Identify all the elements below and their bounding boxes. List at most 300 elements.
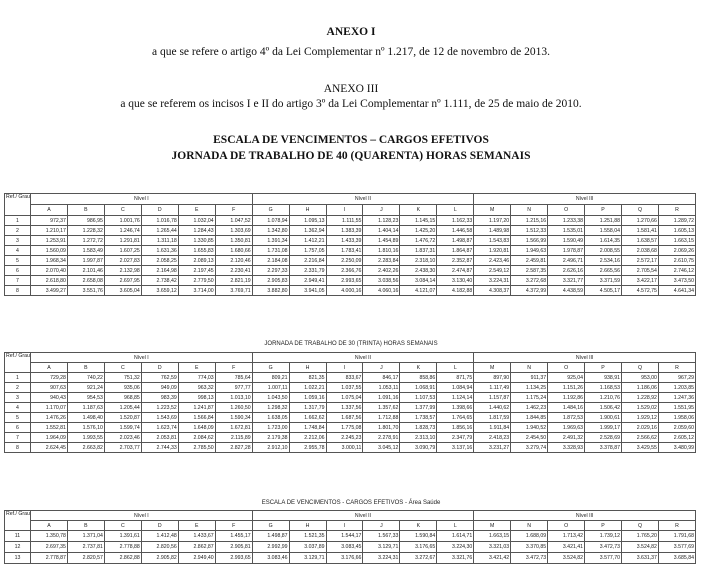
value-cell: 2.366,76 [326,266,363,276]
value-cell: 1.124,14 [437,393,474,403]
value-cell: 1.350,78 [31,531,68,542]
value-cell: 1.978,87 [548,246,585,256]
value-cell: 2.069,26 [658,246,695,256]
value-cell: 1.837,31 [400,246,437,256]
value-cell: 2.605,12 [658,433,695,443]
value-cell: 2.438,30 [400,266,437,276]
value-cell: 2.993,65 [326,276,363,286]
value-cell: 1.828,73 [400,423,437,433]
value-cell: 1.964,09 [31,433,68,443]
value-cell: 3.137,16 [437,443,474,453]
value-cell: 3.577,70 [585,553,622,564]
value-cell: 1.949,63 [511,246,548,256]
value-cell: 1.599,74 [104,423,141,433]
column-header: B [67,521,104,531]
value-cell: 2.132,98 [104,266,141,276]
value-cell: 3.130,40 [437,276,474,286]
table-row [5,216,696,226]
value-cell: 3.231,27 [474,443,511,453]
value-cell: 751,32 [104,373,141,383]
value-cell: 2.549,12 [474,266,511,276]
value-cell: 2.216,84 [289,256,326,266]
value-cell: 1.291,81 [104,236,141,246]
column-header: A [31,521,68,531]
value-cell: 1.145,15 [400,216,437,226]
value-cell: 2.418,23 [474,433,511,443]
value-cell: 2.454,50 [511,433,548,443]
value-cell: 1.270,66 [622,216,659,226]
value-cell: 2.744,33 [141,443,178,453]
value-cell: 1.433,67 [178,531,215,542]
value-cell: 4.505,17 [585,286,622,296]
value-cell: 1.552,81 [31,423,68,433]
value-cell: 3.321,76 [437,553,474,564]
value-cell: 1.662,62 [289,413,326,423]
value-cell: 1.999,17 [585,423,622,433]
value-cell: 2.023,46 [104,433,141,443]
grade-cell: 8 [5,443,31,453]
value-cell: 1.607,25 [104,246,141,256]
value-cell: 846,17 [363,373,400,383]
value-cell: 1.566,99 [511,236,548,246]
value-cell: 774,03 [178,373,215,383]
value-cell: 1.712,88 [363,413,400,423]
value-cell: 1.197,20 [474,216,511,226]
value-cell: 2.658,08 [67,276,104,286]
value-cell: 1.590,49 [548,236,585,246]
column-header: H [289,363,326,373]
value-cell: 1.631,36 [141,246,178,256]
value-cell: 2.862,87 [178,542,215,553]
column-header: N [511,521,548,531]
table-health-title: ESCALA DE VENCIMENTOS - CARGOS EFETIVOS - Área Saúde [261,500,441,506]
value-cell: 1.476,72 [400,236,437,246]
value-cell: 1.205,44 [104,403,141,413]
value-cell: 1.272,72 [67,236,104,246]
value-cell: 785,64 [215,373,252,383]
value-cell: 3.084,14 [400,276,437,286]
table-row [5,413,696,423]
value-cell: 1.210,76 [585,393,622,403]
value-cell: 4.438,59 [548,286,585,296]
value-cell: 3.472,73 [585,542,622,553]
column-header: H [289,521,326,531]
value-cell: 1.371,04 [67,531,104,542]
value-cell: 3.882,80 [252,286,289,296]
value-cell: 1.900,61 [585,413,622,423]
grade-cell: 3 [5,393,31,403]
value-cell: 3.272,68 [511,276,548,286]
value-cell: 1.162,33 [437,216,474,226]
value-cell: 3.659,12 [141,286,178,296]
value-cell: 2.528,69 [585,433,622,443]
value-cell: 3.577,69 [658,542,695,553]
value-cell: 4.372,99 [511,286,548,296]
column-header: N [511,205,548,216]
value-cell: 2.184,08 [252,256,289,266]
column-header: M [474,521,511,531]
value-cell: 2.618,80 [31,276,68,286]
value-cell: 2.491,32 [548,433,585,443]
value-cell: 925,04 [548,373,585,383]
value-cell: 1.801,70 [363,423,400,433]
value-cell: 1.251,88 [585,216,622,226]
value-cell: 1.233,38 [548,216,585,226]
table-row [5,246,696,256]
value-cell: 729,28 [31,373,68,383]
value-cell: 1.672,81 [215,423,252,433]
grade-cell: 3 [5,236,31,246]
value-cell: 4.572,75 [622,286,659,296]
value-cell: 1.614,35 [585,236,622,246]
column-header: J [363,521,400,531]
value-cell: 1.228,92 [622,393,659,403]
value-cell: 1.757,05 [289,246,326,256]
value-cell: 1.462,23 [511,403,548,413]
value-cell: 2.624,45 [31,443,68,453]
value-cell: 968,85 [104,393,141,403]
column-header: C [104,363,141,373]
grade-cell: 8 [5,286,31,296]
value-cell: 1.590,34 [215,413,252,423]
value-cell: 1.655,83 [178,246,215,256]
value-cell: 871,75 [437,373,474,383]
value-cell: 3.421,41 [548,542,585,553]
value-cell: 3.370,85 [511,542,548,553]
value-cell: 1.454,89 [363,236,400,246]
level-header: Nível III [474,194,696,205]
grade-cell: 6 [5,266,31,276]
table-row [5,542,696,553]
value-cell: 1.265,44 [141,226,178,236]
value-cell: 1.151,26 [548,383,585,393]
value-cell: 2.572,17 [622,256,659,266]
value-cell: 1.520,87 [104,413,141,423]
value-cell: 2.697,95 [104,276,141,286]
column-header: K [400,521,437,531]
value-cell: 1.342,80 [252,226,289,236]
value-cell: 1.186,06 [622,383,659,393]
value-cell: 1.377,99 [400,403,437,413]
value-cell: 3.551,76 [67,286,104,296]
column-header: F [215,205,252,216]
table-row [5,236,696,246]
value-cell: 1.260,50 [215,403,252,413]
value-cell: 2.626,16 [548,266,585,276]
column-header: E [178,363,215,373]
value-cell: 1.535,01 [548,226,585,236]
value-cell: 4.000,16 [326,286,363,296]
value-cell: 967,29 [658,373,695,383]
table-row [5,433,696,443]
table-row [5,443,696,453]
value-cell: 2.230,41 [215,266,252,276]
column-header: L [437,521,474,531]
column-header: D [141,205,178,216]
value-cell: 1.246,74 [104,226,141,236]
value-cell: 1.993,55 [67,433,104,443]
annex1-reference: a que se refere o artigo 4º da Lei Complementar nº 1.217, de 12 de novembro de 2013. [151,46,550,58]
column-header: J [363,205,400,216]
column-header: P [585,205,622,216]
value-cell: 1.566,84 [178,413,215,423]
value-cell: 1.068,91 [400,383,437,393]
value-cell: 3.422,17 [622,276,659,286]
value-cell: 1.075,04 [326,393,363,403]
value-cell: 2.278,91 [363,433,400,443]
value-cell: 1.590,84 [400,531,437,542]
value-cell: 1.032,04 [178,216,215,226]
value-cell: 1.350,81 [215,236,252,246]
column-header: P [585,521,622,531]
value-cell: 1.920,81 [474,246,511,256]
value-cell: 1.337,56 [326,403,363,413]
value-cell: 2.053,81 [141,433,178,443]
value-cell: 2.737,81 [67,542,104,553]
value-cell: 2.738,42 [141,276,178,286]
grade-cell: 5 [5,256,31,266]
level-header: Nível II [252,194,474,205]
value-cell: 2.992,99 [252,542,289,553]
value-cell: 1.576,10 [67,423,104,433]
value-cell: 3.499,27 [31,286,68,296]
value-cell: 1.298,32 [252,403,289,413]
value-cell: 1.170,07 [31,403,68,413]
value-cell: 833,67 [326,373,363,383]
column-header: B [67,363,104,373]
value-cell: 2.197,45 [178,266,215,276]
column-header: K [400,205,437,216]
value-cell: 1.739,12 [585,531,622,542]
value-cell: 1.748,84 [289,423,326,433]
value-cell: 2.534,16 [585,256,622,266]
value-cell: 1.775,08 [326,423,363,433]
value-cell: 2.778,88 [104,542,141,553]
column-header: I [326,363,363,373]
value-cell: 972,37 [31,216,68,226]
value-cell: 3.279,74 [511,443,548,453]
value-cell: 1.911,84 [474,423,511,433]
value-cell: 1.864,87 [437,246,474,256]
value-cell: 1.317,79 [289,403,326,413]
value-cell: 2.566,62 [622,433,659,443]
value-cell: 1.567,33 [363,531,400,542]
value-cell: 1.168,53 [585,383,622,393]
level-header: Nível II [252,511,474,521]
value-cell: 2.029,16 [622,423,659,433]
value-cell: 1.311,18 [141,236,178,246]
value-cell: 2.778,87 [31,553,68,564]
value-cell: 1.215,16 [511,216,548,226]
value-cell: 2.697,35 [31,542,68,553]
value-cell: 1.529,02 [622,403,659,413]
value-cell: 1.433,39 [326,236,363,246]
value-cell: 2.820,56 [141,542,178,553]
value-cell: 1.484,16 [548,403,585,413]
value-cell: 1.648,09 [178,423,215,433]
value-cell: 3.941,05 [289,286,326,296]
value-cell: 2.663,82 [67,443,104,453]
value-cell: 1.128,23 [363,216,400,226]
value-cell: 1.157,87 [474,393,511,403]
value-cell: 740,22 [67,373,104,383]
value-cell: 2.905,82 [141,553,178,564]
column-header: G [252,205,289,216]
value-cell: 1.303,69 [215,226,252,236]
value-cell: 3.524,82 [622,542,659,553]
value-cell: 1.383,39 [326,226,363,236]
value-cell: 2.179,38 [252,433,289,443]
value-cell: 809,21 [252,373,289,383]
annex1-title: ANEXO I [326,26,376,38]
value-cell: 1.498,40 [67,413,104,423]
value-cell: 1.663,15 [658,236,695,246]
value-cell: 1.059,16 [289,393,326,403]
grade-cell: 2 [5,383,31,393]
value-cell: 2.610,75 [658,256,695,266]
column-header: C [104,205,141,216]
value-cell: 1.412,21 [289,236,326,246]
value-cell: 1.223,52 [141,403,178,413]
value-cell: 1.680,66 [215,246,252,256]
value-cell: 2.164,98 [141,266,178,276]
value-cell: 4.308,37 [474,286,511,296]
value-cell: 3.714,00 [178,286,215,296]
value-cell: 2.912,10 [252,443,289,453]
value-cell: 1.391,34 [252,236,289,246]
value-cell: 1.425,20 [400,226,437,236]
value-cell: 1.997,87 [67,256,104,266]
column-header: I [326,521,363,531]
value-cell: 1.391,61 [104,531,141,542]
value-cell: 1.844,85 [511,413,548,423]
value-cell: 1.047,52 [215,216,252,226]
column-header: Q [622,205,659,216]
value-cell: 2.318,10 [400,256,437,266]
column-header: E [178,521,215,531]
value-cell: 1.791,68 [658,531,695,542]
column-header: M [474,363,511,373]
value-cell: 1.581,41 [622,226,659,236]
value-cell: 1.929,12 [622,413,659,423]
value-cell: 1.037,55 [326,383,363,393]
grade-cell: 7 [5,433,31,443]
value-cell: 2.331,79 [289,266,326,276]
value-cell: 1.007,11 [252,383,289,393]
value-cell: 1.521,35 [289,531,326,542]
column-header: A [31,205,68,216]
value-cell: 986,95 [67,216,104,226]
table-row [5,423,696,433]
value-cell: 911,37 [511,373,548,383]
value-cell: 2.059,60 [658,423,695,433]
value-cell: 2.402,26 [363,266,400,276]
value-cell: 3.378,87 [585,443,622,453]
grade-cell: 2 [5,226,31,236]
value-cell: 2.459,81 [511,256,548,266]
column-header: O [548,521,585,531]
value-cell: 2.115,89 [215,433,252,443]
scale-title: ESCALA DE VENCIMENTOS – CARGOS EFETIVOS [213,134,489,146]
value-cell: 1.289,72 [658,216,695,226]
value-cell: 1.013,10 [215,393,252,403]
value-cell: 4.060,16 [363,286,400,296]
value-cell: 1.551,95 [658,403,695,413]
value-cell: 1.117,49 [474,383,511,393]
value-cell: 1.412,48 [141,531,178,542]
value-cell: 1.969,63 [548,423,585,433]
value-cell: 1.241,87 [178,403,215,413]
value-cell: 1.091,16 [363,393,400,403]
value-cell: 2.297,33 [252,266,289,276]
value-cell: 963,32 [178,383,215,393]
value-cell: 3.524,82 [548,553,585,564]
value-cell: 3.685,84 [658,553,695,564]
value-cell: 1.398,66 [437,403,474,413]
value-cell: 1.455,17 [215,531,252,542]
column-header: R [658,205,695,216]
value-cell: 3.045,12 [363,443,400,453]
value-cell: 1.134,25 [511,383,548,393]
value-cell: 1.095,13 [289,216,326,226]
value-cell: 1.543,83 [474,236,511,246]
value-cell: 953,00 [622,373,659,383]
value-cell: 3.083,46 [252,553,289,564]
value-cell: 3.037,89 [289,542,326,553]
value-cell: 1.203,85 [658,383,695,393]
column-header: D [141,521,178,531]
value-cell: 1.958,06 [658,413,695,423]
column-header: O [548,205,585,216]
value-cell: 897,90 [474,373,511,383]
value-cell: 977,77 [215,383,252,393]
value-cell: 2.250,09 [326,256,363,266]
table-row [5,393,696,403]
value-cell: 4.121,07 [400,286,437,296]
value-cell: 2.283,84 [363,256,400,266]
value-cell: 3.129,71 [363,542,400,553]
ref-grade-header: Ref./ Grau [5,511,31,531]
value-cell: 2.905,81 [215,542,252,553]
value-cell: 1.713,42 [548,531,585,542]
column-header: B [67,205,104,216]
value-cell: 907,63 [31,383,68,393]
value-cell: 2.820,57 [67,553,104,564]
value-cell: 2.703,77 [104,443,141,453]
value-cell: 1.512,33 [511,226,548,236]
value-cell: 1.404,14 [363,226,400,236]
value-cell: 2.862,88 [104,553,141,564]
column-header: K [400,363,437,373]
value-cell: 3.176,66 [326,553,363,564]
value-cell: 3.429,55 [622,443,659,453]
level-header: Nível I [31,511,253,521]
value-cell: 3.176,65 [400,542,437,553]
column-header: F [215,521,252,531]
value-cell: 1.498,87 [437,236,474,246]
value-cell: 2.993,65 [215,553,252,564]
value-cell: 3.000,11 [326,443,363,453]
level-header: Nível III [474,353,696,363]
value-cell: 2.120,46 [215,256,252,266]
value-cell: 1.111,55 [326,216,363,226]
salary-table-40h [4,193,696,296]
value-cell: 1.810,16 [363,246,400,256]
value-cell: 2.587,35 [511,266,548,276]
value-cell: 3.224,30 [437,542,474,553]
grade-cell: 4 [5,403,31,413]
value-cell: 2.779,50 [178,276,215,286]
